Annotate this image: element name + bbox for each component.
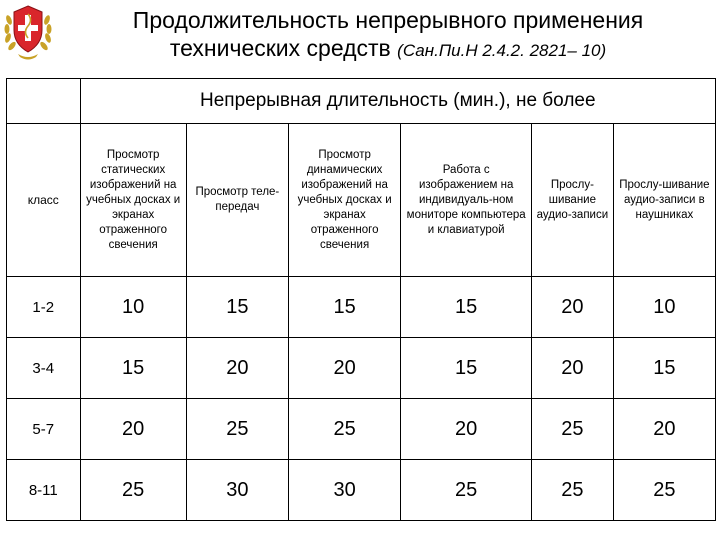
class-label: 3-4 xyxy=(7,338,81,399)
table-cell: 30 xyxy=(288,460,400,521)
group-header-row xyxy=(7,79,716,124)
table-cell: 25 xyxy=(532,399,614,460)
column-header-row xyxy=(7,124,716,277)
table-cell: 25 xyxy=(401,460,532,521)
table-cell: 10 xyxy=(613,277,715,338)
table-cell: 20 xyxy=(401,399,532,460)
table-cell: 20 xyxy=(288,338,400,399)
column-header: Просмотр теле-передач xyxy=(186,124,288,277)
corner-cell xyxy=(7,79,81,124)
column-header: Просмотр динамических изображений на учебных досках и экранах отраженного свечения xyxy=(288,124,400,277)
table-cell: 15 xyxy=(613,338,715,399)
column-header: Просмотр статических изображений на учебных досках и экранах отраженного свечения xyxy=(80,124,186,277)
class-label: 1-2 xyxy=(7,277,81,338)
table-cell: 20 xyxy=(80,399,186,460)
table-row xyxy=(7,460,716,521)
table-row xyxy=(7,399,716,460)
table-cell: 15 xyxy=(80,338,186,399)
table-cell: 15 xyxy=(401,277,532,338)
title-line-2 xyxy=(60,34,716,65)
title-line-1: Продолжительность непрерывного применения xyxy=(132,7,644,33)
table-cell: 25 xyxy=(532,460,614,521)
table-row xyxy=(7,277,716,338)
table-cell: 20 xyxy=(532,277,614,338)
table-cell: 15 xyxy=(401,338,532,399)
table-cell: 25 xyxy=(80,460,186,521)
sanpin-reference: (Сан.Пи.Н 2.4.2. 2821– 10) xyxy=(397,41,607,60)
column-header: Прослу-шивание аудио-записи xyxy=(532,124,614,277)
medical-emblem-icon xyxy=(0,0,56,62)
table-cell: 15 xyxy=(186,277,288,338)
column-header: Работа с изображением на индивидуаль-ном мониторе компьютера и клавиатурой xyxy=(401,124,532,277)
group-header: Непрерывная длительность (мин.), не более xyxy=(80,79,715,124)
duration-table xyxy=(6,78,716,521)
table-cell: 25 xyxy=(613,460,715,521)
row-header-label: класс xyxy=(7,124,81,277)
column-header: Прослу-шивание аудио-записи в наушниках xyxy=(613,124,715,277)
slide-title xyxy=(60,6,716,65)
table-cell: 30 xyxy=(186,460,288,521)
table-cell: 20 xyxy=(613,399,715,460)
class-label: 8-11 xyxy=(7,460,81,521)
table-cell: 20 xyxy=(532,338,614,399)
table-row xyxy=(7,338,716,399)
table-cell: 20 xyxy=(186,338,288,399)
table-cell: 10 xyxy=(80,277,186,338)
table-cell: 15 xyxy=(288,277,400,338)
class-label: 5-7 xyxy=(7,399,81,460)
table-cell: 25 xyxy=(186,399,288,460)
title-line-2-text: технических средств xyxy=(169,35,391,61)
table-cell: 25 xyxy=(288,399,400,460)
